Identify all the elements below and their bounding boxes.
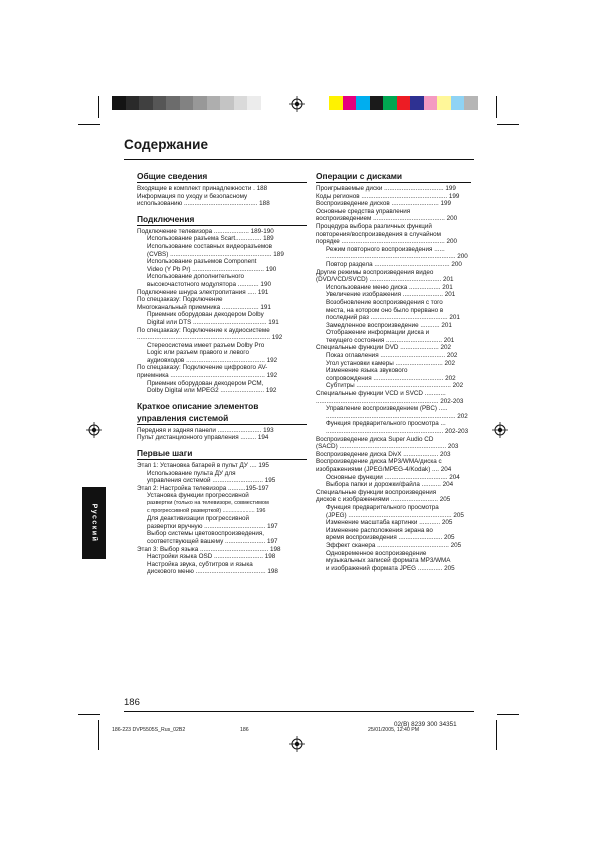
toc-entry: с прогрессивной разверткой) ..................... 196 [147,507,266,514]
color-swatch [220,96,234,110]
toc-entry: текущего состояния ................................ 201 [326,336,455,344]
toc-entry: (SACD) ............................................................. 203 [316,443,459,451]
language-tab [82,487,106,559]
toc-entry: аудиовходов ............................................. 192 [147,356,278,364]
toc-entry: (DVD/VCD/SVCD) ......................................... 201 [316,276,454,284]
toc-entry: Увеличение изображения ....................... 201 [326,291,456,299]
color-swatch [180,96,194,110]
toc-entry: Отображение информации диска и [326,329,430,337]
footer-file-name: 186-223 DVP5505S_Rus_02B2 [112,727,186,733]
toc-entry: приемника ...................................................... 192 [137,372,278,380]
toc-entry: Использование пульта ДУ для [147,469,236,477]
toc-entry: Проигрываемые диски .................................. 199 [316,185,456,192]
toc-entry: Использование меню диска .................. 201 [326,283,453,291]
color-swatch [343,96,357,110]
color-swatch [451,96,465,110]
section-heading: управления системой [137,413,307,425]
section-heading: Общие сведения [137,171,307,183]
crop-mark [496,720,497,750]
toc-entry: Изменение языка звукового [326,367,408,375]
toc-entry: Воспроизведение диска DivX .................... 203 [316,450,451,458]
crop-mark [98,720,99,750]
toc-entry: и изображений формата JPEG .............. 205 [326,564,455,572]
toc-entry: (JPEG) ........................................................... 205 [326,511,464,519]
toc-entry: .......................................................................... 202 [326,412,468,420]
toc-entry: последний раз ............................................ 201 [326,314,460,322]
toc-entry: Изменение масштаба картинки ............ 205 [326,519,453,527]
toc-entry: Video (Y Pb Pr) ......................................... 190 [147,265,277,273]
toc-entry: Процедура выбора различных функций [316,222,432,230]
toc-entry: ...................................................................... 202-203 [316,397,464,405]
crop-mark [497,124,519,125]
color-swatch [370,96,384,110]
color-swatch [397,96,411,110]
registration-mark-icon [86,422,102,438]
color-swatch [356,96,370,110]
section-heading: Операции с дисками [316,171,471,183]
toc-entry: Показ оглавления ..................................... 202 [326,352,458,360]
color-swatch [247,96,261,110]
color-swatch [207,96,221,110]
toc-entry: Настройки языка OSD ............................ 198 [147,553,276,561]
toc-column-right [316,171,471,572]
color-swatch [329,96,343,110]
toc-entry: использованию .......................................... 188 [137,200,270,208]
language-tab-label: Русский [90,503,98,543]
registration-mark-icon [289,736,305,752]
toc-entry: Logic или разъем правого и левого [147,349,249,357]
toc-entry: Другие режимы воспроизведения видео [316,268,434,276]
section-heading: Краткое описание элементов [137,400,259,411]
toc-entry: Digital или DTS .......................................... 191 [147,318,279,326]
toc-entry: Специальные функции воспроизведения [316,488,437,496]
color-swatch [139,96,153,110]
color-swatch [464,96,478,110]
toc-entry: развертки вручную ................................... 197 [147,522,278,530]
toc-entry: порядке ........................................................... 200 [316,238,457,246]
section-heading: Подключения [137,214,307,226]
crop-mark [78,124,100,125]
toc-entry: Входящие в комплект принадлежности . 188 [137,185,268,192]
toc-entry: Подключение телевизора .................... 189-190 [137,227,274,235]
color-swatch [153,96,167,110]
toc-entry: высокочастотного модулятора ............ 190 [147,280,271,288]
toc-entry: Dolby Digital или MPEG2 ......................... 192 [147,387,277,395]
toc-entry: Этап 1: Установка батарей в пульт ДУ .... 195 [137,462,269,470]
footer-rule [124,711,474,712]
footer-page-number: 186 [240,727,249,733]
toc-entry: Основные функции .................................... 204 [326,473,460,481]
page-title: Содержание [124,137,209,152]
toc-entry: Информация по уходу и безопасному [137,192,248,200]
toc-entry: Замедленное воспроизведение ........... 201 [326,321,452,329]
toc-entry: Возобновление воспроизведения с того [326,298,443,306]
toc-entry: Стереосистема имеет разъем Dolby Pro [147,341,265,349]
crop-mark [497,714,519,715]
toc-entry: Настройка звука, субтитров и языка [147,560,253,568]
color-swatch [112,96,126,110]
crop-mark [78,714,100,715]
process-color-bar [329,96,478,110]
toc-entry: Приемник оборудован декодером PCM, [147,379,264,387]
toc-entry: Функция предварительного просмотра ... [326,420,446,428]
toc-entry: Многоканальный приемника ..................... 191 [137,303,271,311]
toc-entry: управления системой ............................. 195 [147,477,276,485]
toc-entry: Основные средства управления [316,207,411,215]
toc-entry: Воспроизведение диска MP3/WMA/диска с [316,458,442,466]
toc-entry: Субтитры ...................................................... 202 [326,382,464,390]
toc-entry: изображениями (JPEG/MPEG-4/Kodak) .... 204 [316,465,452,473]
color-swatch [410,96,424,110]
color-swatch [234,96,248,110]
toc-entry: ............................................................................ 192 [137,334,283,342]
toc-entry: воспроизведением ......................................... 200 [316,215,458,223]
toc-entry: Использование составных видеоразъемов [147,242,273,250]
toc-entry: сопровождения ........................................ 202 [326,374,456,382]
toc-entry: Воспроизведение диска Super Audio CD [316,435,434,443]
color-swatch [424,96,438,110]
toc-entry: Функция предварительного просмотра [326,503,439,511]
toc-entry: дисков с изображениями ........................... 205 [316,496,451,504]
toc-entry: Передняя и задняя панели ......................... 193 [137,426,274,434]
section-heading: Первые шаги [137,448,307,460]
toc-entry: Использование разъемов Component [147,258,257,266]
toc-entry: Подключение шнура электропитания ..... 191 [137,288,269,296]
toc-entry: развертки (только на телевизоре, совместимом [147,500,269,506]
toc-entry: Изменение расположения экрана во [326,526,433,534]
toc-entry: Угол установки камеры ........................... 202 [326,359,456,367]
toc-entry: Установка функции прогрессивной [147,492,249,500]
color-swatch [383,96,397,110]
toc-entry: Выбора папки и дорожки/файла ........... 204 [326,481,454,489]
toc-column-left [137,171,307,576]
page-number: 186 [124,697,140,708]
color-swatch [166,96,180,110]
toc-entry: Специальные функции DVD ...................... 202 [316,344,451,352]
toc-entry: Одновременное воспроизведение [326,549,427,557]
toc-entry: Этап 2: Настройка телевизора ..........195-197 [137,484,269,492]
toc-entry: (CVBS) .......................................................... 189 [147,250,284,258]
toc-entry: Пульт дистанционного управления ......... 194 [137,434,269,442]
color-swatch [126,96,140,110]
toc-entry: Режим повторного воспроизведения ...... [326,245,445,253]
title-rule [124,159,474,160]
toc-entry: Специальные функции VCD и SVCD ............ [316,390,446,398]
toc-entry: Эффект сканера ......................................... 205 [326,541,462,549]
toc-entry: .......................................................................... 200 [326,253,468,261]
gray-color-bar [112,96,261,110]
toc-entry: Использование разъема Scart............... 189 [147,235,274,243]
toc-entry: Этап 3: Выбор языка ....................................... 198 [137,545,281,553]
toc-entry: Управление воспроизведением (PBC) ..... [326,405,448,413]
toc-entry: ................................................................... 202-203 [326,428,469,435]
toc-entry: Использование дополнительного [147,273,245,281]
registration-mark-icon [289,96,305,112]
registration-mark-icon [492,422,508,438]
toc-entry: Воспроизведение дисков ........................... 199 [316,200,451,208]
toc-entry: Повтор раздела ........................................... 200 [326,260,462,268]
toc-entry: повторения/воспроизведения в случайном [316,230,441,238]
toc-entry: По спецзаказу: Подключение [137,296,223,304]
document-id: 02(B) 8239 300 34351 [394,721,457,728]
color-swatch [193,96,207,110]
color-swatch [437,96,451,110]
toc-entry: музыкальных записей формата MP3/WMA [326,557,451,565]
toc-entry: дискового меню ........................................ 198 [147,568,278,576]
toc-entry: По спецзаказу: Подключение цифрового AV- [137,364,268,372]
footer-timestamp: 25/01/2005, 12:40 PM [368,727,420,733]
toc-entry: соответствующей вашему ....................... 197 [147,537,278,545]
toc-entry: Коды регионов ................................................. 199 [316,192,460,200]
toc-entry: места, на котором оно было прервано в [326,306,444,314]
crop-mark [496,96,497,118]
toc-entry: Для деактивизации прогрессивной [147,515,250,523]
toc-entry: Приемник оборудован декодером Dolby [147,311,264,319]
crop-mark [98,96,99,118]
toc-entry: время воспроизведения ......................... 205 [326,534,455,542]
toc-entry: Выбор системы цветовоспроизведения, [147,530,265,538]
toc-entry: По спецзаказу: Подключение к аудиосистеме [137,326,270,334]
